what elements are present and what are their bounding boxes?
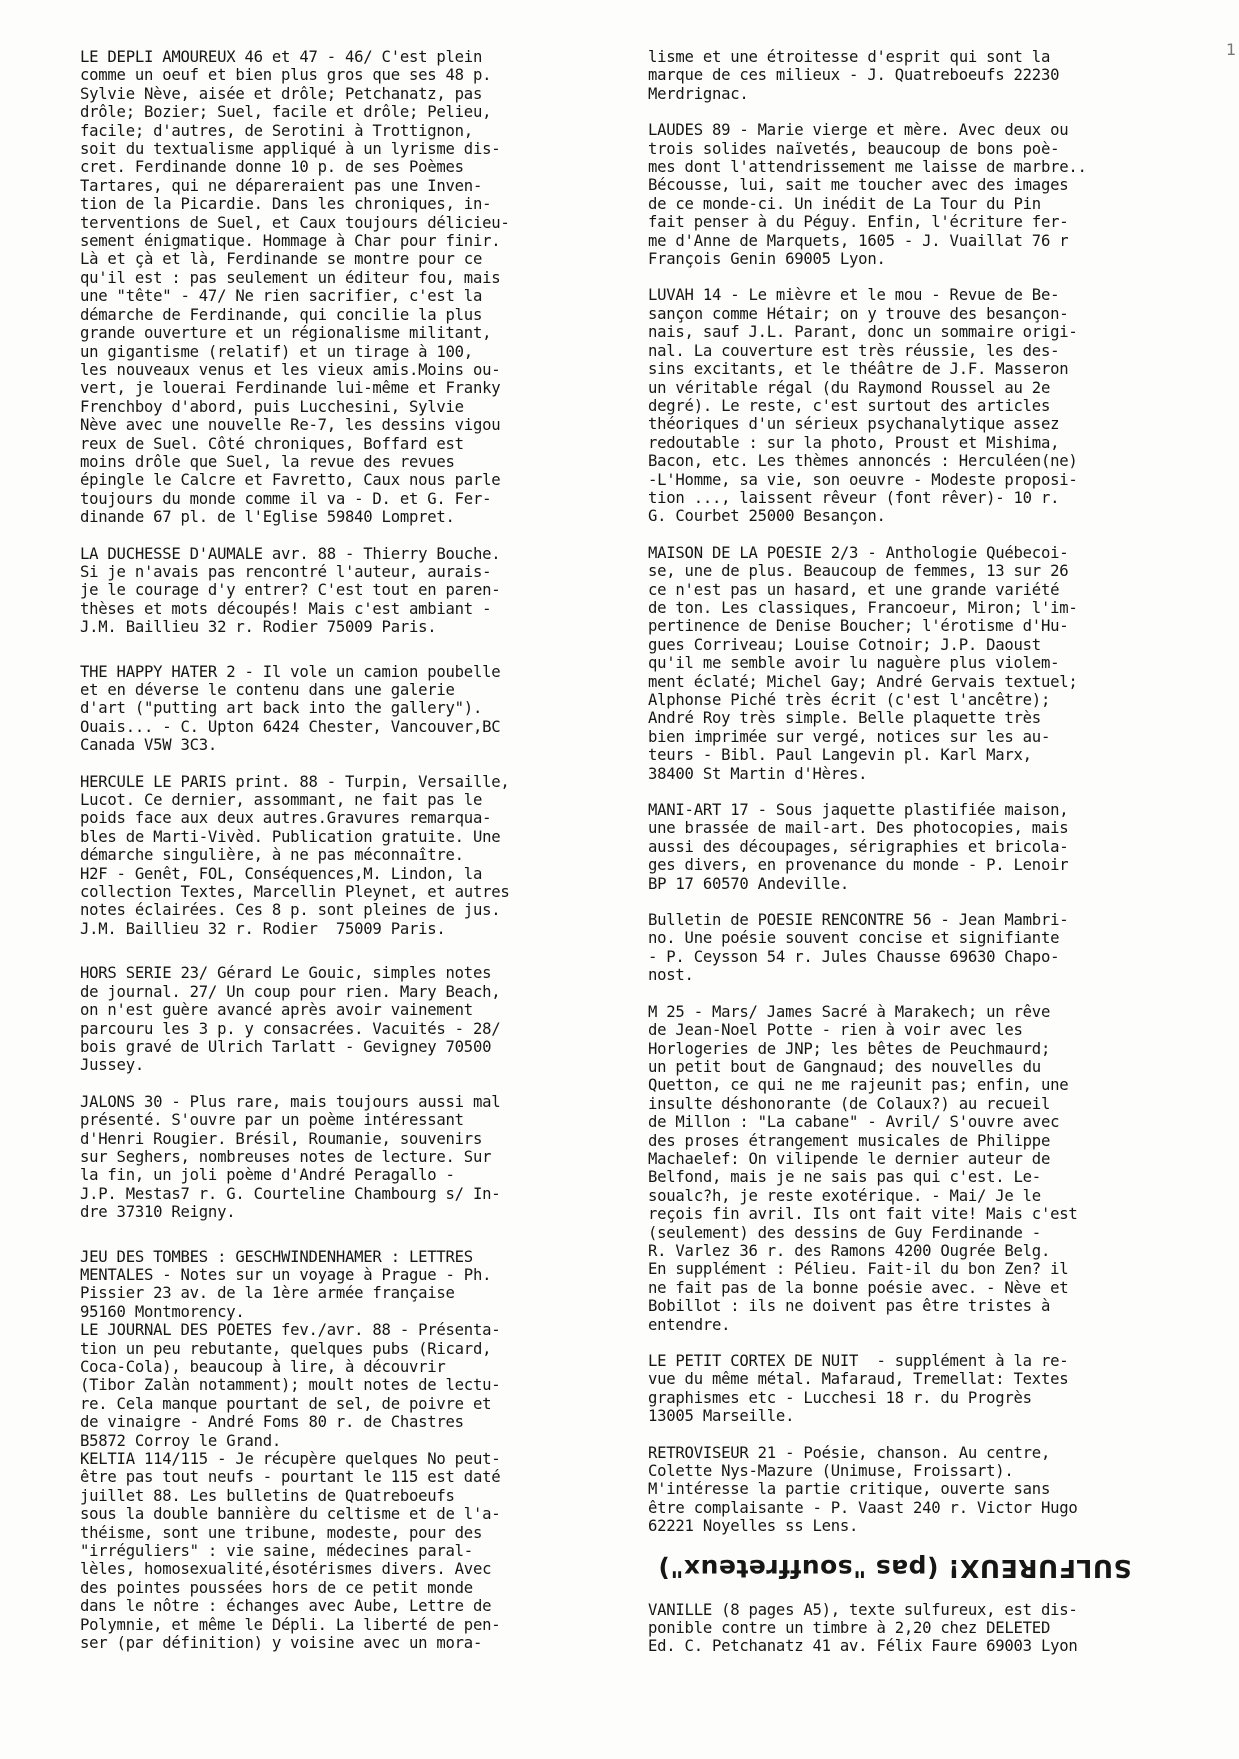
review-hors-serie: HORS SERIE 23/ Gérard Le Gouic, simples notes de journal. 27/ Un coup pour rien. Mary Beach, on n'est guère avancé après avoir vainement parcouru les 3 p. y consacrées. Vacuités - 28/ bois gravé de Ulrich Tarlatt - Gevigney 70500 Jussey.: [80, 964, 501, 1075]
review-hercule-le-paris: HERCULE LE PARIS print. 88 - Turpin, Versaille, Lucot. Ce dernier, assommant, ne fait pas le poids face aux deux autres.Gravures remarqua- bles de Marti-Vivèd. Publication gratuite. Une démarche singulière, à ne pas méconnaître. H2F - Genêt, FOL, Conséquences,M. Lindon, la collection Textes, Marcellin Pleynet, et autres notes éclairées. Ces 8 p. sont pleines de jus. J.M. Baillieu 32 r. Rodier 75009 Paris.: [80, 772, 510, 938]
review-keltia-continued: lisme et une étroitesse d'esprit qui sont la marque de ces milieux - J. Quatreboeufs 22230 Merdrignac.: [648, 48, 1060, 103]
review-vanille: VANILLE (8 pages A5), texte sulfureux, est dis- ponible contre un timbre à 2,20 chez DELETED Ed. C. Petchanatz 41 av. Félix Faure 69003 Lyon: [648, 1600, 1078, 1656]
left-column: [80, 48, 640, 1653]
review-maison-de-la-poesie: MAISON DE LA POESIE 2/3 - Anthologie Québecoi- se, une de plus. Beaucoup de femmes, 13 sur 26 ce n'est pas un hasard, et une grande variété de ton. Les classiques, Francoeur, Miron; l'im- pertinence de Denise Boucher; l'érotisme d'Hu- gues Corriveau; Louise Cotnoir; J.P. Daoust qu'il me semble avoir lu naguère plus violem- ment éclaté; Michel Gay; André Gervais textuel; Alphonse Piché très écrit (c'est l'ancêtre); André Roy très simple. Belle plaquette très bien imprimée sur vergé, notices sur les au- teurs - Bibl. Paul Langevin pl. Karl Marx, 38400 St Martin d'Hères.: [648, 543, 1078, 783]
corner-page-mark: 1: [1226, 40, 1237, 59]
review-depli-amoureux: LE DEPLI AMOUREUX 46 et 47 - 46/ C'est plein comme un oeuf et bien plus gros que ses 48 p. Sylvie Nève, aisée et drôle; Petchanatz, pas drôle; Bozier; Suel, facile et drôle; Pelieu, facile; d'autres, de Serotini à Trottignon, soit du textualisme appliqué à un lyrisme dis- cret. Ferdinande donne 10 p. de ses Poèmes Tartares, qui ne dépareraient pas une Inven- tion de la Picardie. Dans les chroniques, in- terventions de Suel, et Caux toujours délicieu- sement énigmatique. Hommage à Char pour finir. Là et çà et là, Ferdinande se montre pour ce qu'il est : pas seulement un éditeur fou, mais une "tête" - 47/ Ne rien sacrifier, c'est la démarche de Ferdinande, qui concilie la plus grande ouverture et un régionalisme militant, un gigantisme (relatif) et un tirage à 100, les nouveaux venus et les vieux amis.Moins ou- vert, je louerai Ferdinande lui-même et Franky Frenchboy d'abord, puis Lucchesini, Sylvie Nève avec une nouvelle Re-7, les dessins vigou reux de Suel. Côté chroniques, Boffard est moins drôle que Suel, la revue des revues épingle le Calcre et Favretto, Caux nous parle toujours du monde comme il va - D. et G. Fer- dinande 67 pl. de l'Eglise 59840 Lompret.: [80, 48, 510, 527]
review-keltia: KELTIA 114/115 - Je récupère quelques No peut- être pas tout neufs - pourtant le 115 est daté juillet 88. Les bulletins de Quatreboeufs sous la double bannière du celtisme et de l'a- théisme, sont une tribune, modeste, pour des "irréguliers" : vie saine, médecines paral- lèles, homosexualité,ésotérismes divers. Avec des pointes poussées hors de ce petit monde dans le nôtre : échanges avec Aube, Lettre de Polymnie, et même le Dépli. La liberté de pen- ser (par définition) y voisine avec un mora-: [80, 1450, 501, 1653]
review-mani-art: MANI-ART 17 - Sous jaquette plastifiée maison, une brassée de mail-art. Des photocopies, mais aussi des découpages, sérigraphies et bricola- ges divers, en provenance du monde - P. Lenoir BP 17 60570 Andeville.: [648, 801, 1069, 893]
review-jeu-des-tombes: JEU DES TOMBES : GESCHWINDENHAMER : LETTRES MENTALES - Notes sur un voyage à Prague - Ph. Pissier 23 av. de la 1ère armée française 95160 Montmorency.: [80, 1247, 492, 1321]
review-luvah: LUVAH 14 - Le mièvre et le mou - Revue de Be- sançon comme Hétair; on y trouve des besançon- nais, sauf J.L. Parant, donc un sommaire origi- nal. La couverture est très réussie, les des- sins excitants, et le théâtre de J.F. Masseron un véritable régal (du Raymond Roussel au 2e degré). Le reste, c'est surtout des articles théoriques d'un sérieux psychanalytique assez redoutable : sur la photo, Proust et Mishima, Bacon, etc. Les thèmes annoncés : Herculéen(ne) -L'Homme, sa vie, son oeuvre - Modeste proposi- tion ..., laissent rêveur (font rêver)- 10 r. G. Courbet 25000 Besançon.: [648, 286, 1078, 526]
review-happy-hater: THE HAPPY HATER 2 - Il vole un camion poubelle et en déverse le contenu dans une galerie d'art ("putting art back into the gallery"). Ouais... - C. Upton 6424 Chester, Vancouver,BC Canada V5W 3C3.: [80, 662, 501, 755]
review-m25: M 25 - Mars/ James Sacré à Marakech; un rêve de Jean-Noel Potte - rien à voir avec les Horlogeries de JNP; les bêtes de Peuchmaurd; un petit bout de Gangnaud; des nouvelles du Quetton, ce qui ne me rajeunit pas; enfin, une insulte déshonorante (de Colaux?) au recueil de Millon : "La cabane" - Avril/ S'ouvre avec des proses étrangement musicales de Philippe Machaelef: On vilipende le dernier auteur de Belfond, mais je ne sais pas qui c'est. Le- soualc?h, je reste exotérique. - Mai/ Je le reçois fin avril. Ils ont fait vite! Mais c'est (seulement) des dessins de Guy Ferdinande - R. Varlez 36 r. des Ramons 4200 Ougrée Belg. En supplément : Pélieu. Fait-il du bon Zen? il ne fait pas de la bonne poésie avec. - Nève et Bobillot : ils ne doivent pas être tristes à entendre.: [648, 1002, 1078, 1334]
sulfureux-banner: SULFUREUX! (pas "souffreteux"): [658, 1553, 1132, 1583]
review-retroviseur: RETROVISEUR 21 - Poésie, chanson. Au centre, Colette Nys-Mazure (Unimuse, Froissart). M'intéresse la partie critique, ouverte sans être complaisante - P. Vaast 240 r. Victor Hugo 62221 Noyelles ss Lens.: [648, 1443, 1078, 1536]
review-duchesse-daumale: LA DUCHESSE D'AUMALE avr. 88 - Thierry Bouche. Si je n'avais pas rencontré l'auteur, aurais- je le courage d'y entrer? C'est tout en paren- thèses et mots découpés! Mais c'est ambiant - J.M. Baillieu 32 r. Rodier 75009 Paris.: [80, 544, 501, 637]
review-jalons: JALONS 30 - Plus rare, mais toujours aussi mal présenté. S'ouvre par un poème intéressant d'Henri Rougier. Brésil, Roumanie, souvenirs sur Seghers, nombreuses notes de lecture. Sur la fin, un joli poème d'André Peragallo - J.P. Mestas7 r. G. Courteline Chambourg s/ In- dre 37310 Reigny.: [80, 1092, 501, 1222]
right-column: [648, 48, 1196, 1656]
review-journal-des-poetes: LE JOURNAL DES POETES fev./avr. 88 - Présenta- tion un peu rebutante, quelques pubs (Ricard, Coca-Cola), beaucoup à lire, à découvrir (Tibor Zalàn notamment); moult notes de lectu- re. Cela manque pourtant de sel, de poivre et de vinaigre - André Foms 80 r. de Chastres B5872 Corroy le Grand.: [80, 1321, 501, 1450]
review-poesie-rencontre: Bulletin de POESIE RENCONTRE 56 - Jean Mambri- no. Une poésie souvent concise et signifiante - P. Ceysson 54 r. Jules Chausse 69630 Chapo- nost.: [648, 911, 1069, 985]
review-petit-cortex-de-nuit: LE PETIT CORTEX DE NUIT - supplément à la re- vue du même métal. Mafaraud, Tremellat: Textes graphismes etc - Lucchesi 18 r. du Progrès 13005 Marseille.: [648, 1352, 1069, 1426]
review-laudes: LAUDES 89 - Marie vierge et mère. Avec deux ou trois solides naïvetés, beaucoup de bons poè- mes dont l'attendrissement me laisse de marbre.. Bécousse, lui, sait me toucher avec des images de ce monde-ci. Un inédit de La Tour du Pin fait penser à du Péguy. Enfin, l'écriture fer- me d'Anne de Marquets, 1605 - J. Vuaillat 76 r François Genin 69005 Lyon.: [648, 121, 1087, 269]
